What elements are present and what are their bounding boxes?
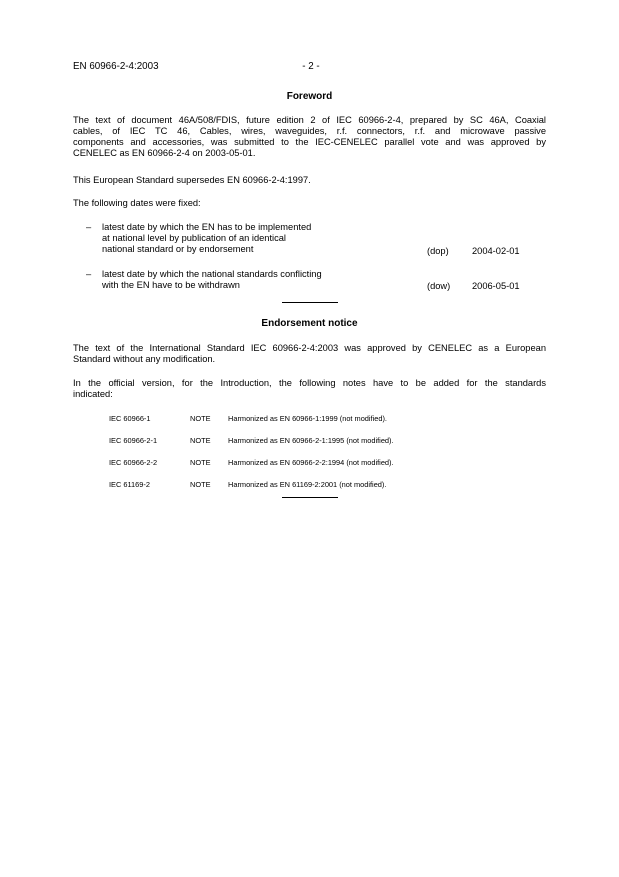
note-2-standard: IEC 60966-2-1: [109, 436, 158, 445]
document-id: EN 60966-2-4:2003: [73, 61, 159, 72]
endorsement-heading: Endorsement notice: [261, 318, 358, 329]
note-2-text: Harmonized as EN 60966-2-1:1995 (not modified).: [228, 436, 394, 445]
dates-item-1-code: (dop): [427, 246, 449, 256]
note-3-standard: IEC 60966-2-2: [109, 458, 158, 467]
note-row-1: [0, 413, 619, 424]
note-4-standard: IEC 61169-2: [109, 480, 150, 489]
note-row-2: [0, 435, 619, 446]
foreword-heading: Foreword: [286, 91, 333, 102]
foreword-p1-line-1: The text of document 46A/508/FDIS, future edition 2 of IEC 60966-2-4, prepared by SC 46A, Coaxial: [73, 115, 546, 125]
note-4-label: NOTE: [190, 480, 211, 489]
page-number: - 2 -: [302, 61, 320, 72]
dates-item-2-date: 2006-05-01: [472, 281, 520, 291]
foreword-paragraph-2: This European Standard supersedes EN 60966-2-4:1997.: [73, 175, 311, 185]
dates-item-1-dash: –: [86, 222, 92, 232]
dates-item-1-line-1: latest date by which the EN has to be implemented: [102, 222, 312, 232]
dates-item-2-text: [102, 269, 402, 291]
note-4-text: Harmonized as EN 61169-2:2001 (not modified).: [228, 480, 387, 489]
foreword-p1-line-3: components and accessories, was submitted to the IEC-CENELEC parallel vote and was approved by: [73, 137, 546, 147]
dates-item-2-line-1: latest date by which the national standards conflicting: [102, 269, 322, 279]
note-row-4: [0, 479, 619, 490]
endorsement-p1-line-2: Standard without any modification.: [73, 354, 216, 364]
dates-item-1-date: 2004-02-01: [472, 246, 520, 256]
dates-item-2-line-2: with the EN have to be withdrawn: [102, 280, 240, 290]
foreword-paragraph-3: The following dates were fixed:: [73, 198, 201, 208]
dates-item-1-text: [102, 222, 402, 255]
foreword-paragraph-1: [73, 115, 546, 159]
note-2-label: NOTE: [190, 436, 211, 445]
endorsement-p2-line-2: indicated:: [73, 389, 113, 399]
dates-item-1-line-2: at national level by publication of an identical: [102, 233, 286, 243]
note-1-standard: IEC 60966-1: [109, 414, 151, 423]
section-divider-2: [282, 497, 338, 498]
note-3-label: NOTE: [190, 458, 211, 467]
section-divider-1: [282, 302, 338, 303]
note-3-text: Harmonized as EN 60966-2-2:1994 (not modified).: [228, 458, 394, 467]
note-row-3: [0, 457, 619, 468]
note-1-text: Harmonized as EN 60966-1:1999 (not modified).: [228, 414, 387, 423]
endorsement-p1-line-1: The text of the International Standard IEC 60966-2-4:2003 was approved by CENELEC as a European: [73, 343, 546, 353]
dates-item-1-line-3: national standard or by endorsement: [102, 244, 254, 254]
note-1-label: NOTE: [190, 414, 211, 423]
foreword-p1-line-4: CENELEC as EN 60966-2-4 on 2003-05-01.: [73, 148, 256, 158]
endorsement-paragraph-1: [73, 343, 546, 365]
dates-item-2-code: (dow): [427, 281, 451, 291]
endorsement-p2-line-1: In the official version, for the Introduction, the following notes have to be added for the standards: [73, 378, 546, 388]
foreword-p1-line-2: cables, of IEC TC 46, Cables, wires, waveguides, r.f. connectors, r.f. and microwave passive: [73, 126, 546, 136]
endorsement-paragraph-2: [73, 378, 546, 400]
dates-item-2-dash: –: [86, 269, 92, 279]
